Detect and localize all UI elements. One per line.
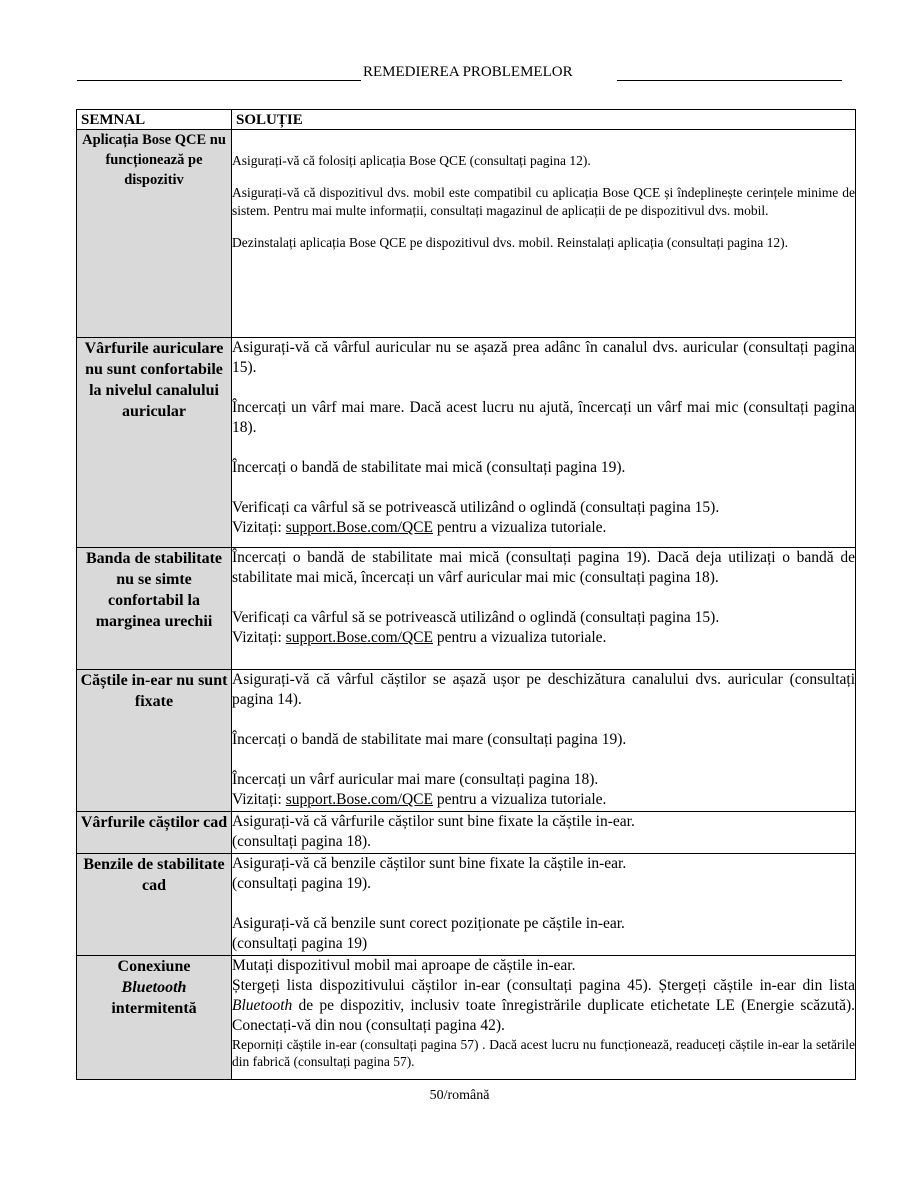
table-row: [77, 812, 856, 854]
visit-line: Vizitați: support.Bose.com/QCE pentru a vizualiza tutoriale.: [232, 629, 607, 646]
solution-text: Verificați ca vârful să se potrivească utilizând o oglindă (consultați pagina 15).: [232, 609, 720, 626]
table-row: [77, 130, 856, 338]
page-title: REMEDIEREA PROBLEMELOR: [363, 64, 573, 80]
column-header-solution: SOLUȚIE: [232, 110, 856, 130]
signal-cell: Vârfurile căștilor cad: [77, 812, 232, 854]
table-row: [77, 548, 856, 670]
signal-cell: Banda de stabilitate nu se simte confortabil la marginea urechii: [77, 548, 232, 670]
solution-text: Încercați o bandă de stabilitate mai mare (consultați pagina 19).: [232, 731, 627, 748]
header-rule-right: [617, 80, 842, 81]
support-link[interactable]: support.Bose.com/QCE: [285, 519, 433, 536]
solution-text: Asigurați-vă că folosiți aplicația Bose QCE (consultați pagina 12).: [232, 153, 591, 168]
solution-text: Dezinstalați aplicația Bose QCE pe dispozitivul dvs. mobil. Reinstalați aplicația (consultați pagina 12).: [232, 235, 788, 250]
support-link[interactable]: support.Bose.com/QCE: [285, 629, 433, 646]
signal-cell: Benzile de stabilitate cad: [77, 854, 232, 956]
solution-cell: [232, 130, 856, 338]
solution-cell: [232, 338, 856, 548]
troubleshooting-table: [76, 109, 856, 1080]
table-row: [77, 956, 856, 1080]
solution-cell: [232, 548, 856, 670]
solution-text: (consultați pagina 19).: [232, 875, 372, 892]
solution-text: Reporniți căștile in-ear (consultați pagina 57) . Dacă acest lucru nu funcționează, readuceți căștile in-ear la setările din fabrică (consultați pagina 57).: [232, 1037, 855, 1069]
solution-text: Mutați dispozitivul mobil mai aproape de căștile in-ear.: [232, 957, 576, 974]
table-header-row: [77, 110, 856, 130]
solution-cell: [232, 854, 856, 956]
solution-text: Asigurați-vă că vârfurile căștilor sunt bine fixate la căștile in-ear.: [232, 813, 635, 830]
solution-cell: [232, 956, 856, 1080]
table-row: [77, 670, 856, 812]
column-header-signal: SEMNAL: [77, 110, 232, 130]
solution-text: Încercați un vârf mai mare. Dacă acest lucru nu ajută, încercați un vârf mai mic (consultați pagina 18).: [232, 399, 855, 436]
table-row: [77, 854, 856, 956]
support-link[interactable]: support.Bose.com/QCE: [285, 791, 433, 808]
solution-text: Asigurați-vă că vârful căștilor se așază ușor pe deschizătura canalului dvs. auricular (consultați pagina 14).: [232, 671, 855, 708]
table-row: [77, 338, 856, 548]
solution-cell: [232, 670, 856, 812]
solution-text: Ștergeți lista dispozitivului căștilor in-ear (consultați pagina 45). Ștergeți căștile in-ear din lista Bluetooth de pe dispozitiv, inclusiv toate înregistrările duplicate etichetate LE (Energie scăzută). Conectați-vă din nou (consultați pagina 42).: [232, 977, 855, 1034]
solution-text: Asigurați-vă că benzile sunt corect poziționate pe căștile in-ear.: [232, 915, 625, 932]
solution-text: (consultați pagina 19): [232, 935, 368, 952]
signal-cell: Vârfurile auriculare nu sunt confortabile la nivelul canalului auricular: [77, 338, 232, 548]
visit-line: Vizitați: support.Bose.com/QCE pentru a vizualiza tutoriale.: [232, 791, 607, 808]
solution-text: Încercați o bandă de stabilitate mai mică (consultați pagina 19). Dacă deja utilizați o bandă de stabilitate mai mică, încercați un vârf auricular mai mic (consultați pagina 18).: [232, 549, 855, 586]
solution-text: Verificați ca vârful să se potrivească utilizând o oglindă (consultați pagina 15).: [232, 499, 720, 516]
page-header: [77, 64, 842, 84]
solution-text: Asigurați-vă că dispozitivul dvs. mobil este compatibil cu aplicația Bose QCE și îndeplinește cerințele minime de sistem. Pentru mai multe informații, consultați magazinul de aplicații de pe dispozitivul dvs. mobil.: [232, 185, 855, 218]
signal-cell: Aplicația Bose QCE nu funcționează pe dispozitiv: [77, 130, 232, 338]
solution-text: Încercați o bandă de stabilitate mai mică (consultați pagina 19).: [232, 459, 626, 476]
page-number: 50/română: [429, 1088, 490, 1103]
solution-text: Asigurați-vă că benzile căștilor sunt bine fixate la căștile in-ear.: [232, 855, 627, 872]
visit-line: Vizitați: support.Bose.com/QCE pentru a vizualiza tutoriale.: [232, 519, 607, 536]
signal-cell: Conexiune Bluetooth intermitentă: [77, 956, 232, 1080]
solution-cell: [232, 812, 856, 854]
solution-text: (consultați pagina 18).: [232, 833, 372, 850]
solution-text: Încercați un vârf auricular mai mare (consultați pagina 18).: [232, 771, 599, 788]
header-rule-left: [77, 80, 361, 81]
solution-text: Asigurați-vă că vârful auricular nu se așază prea adânc în canalul dvs. auricular (consultați pagina 15).: [232, 339, 855, 376]
signal-cell: Căștile in-ear nu sunt fixate: [77, 670, 232, 812]
